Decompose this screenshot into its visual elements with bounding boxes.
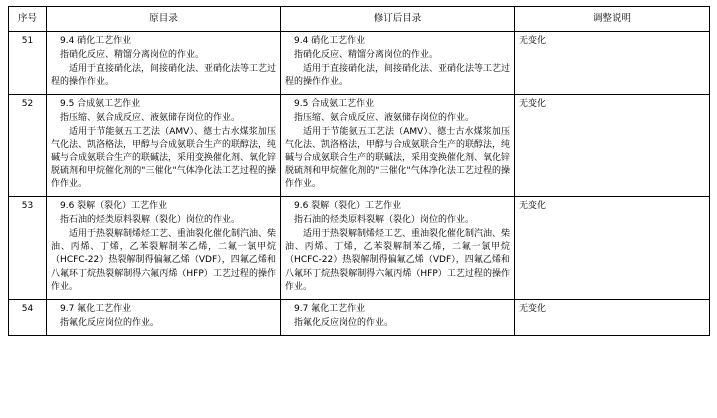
paragraph: 适用于热裂解制烯烃工艺、重油裂化催化制汽油、柴油、丙烯、丁烯，乙苯裂解制苯乙烯，二氟一氯甲烷（HCFC-22）热裂解制得偏氟乙烯（VDF），四氟乙烯和八氟环丁烷热裂解制得六氟丙烯（HFP）工艺过程的操作作业。 (51, 229, 277, 292)
paragraph: 指压缩、氨合成反应、液氨储存岗位的作业。 (60, 113, 241, 123)
old-catalog-cell (47, 197, 281, 299)
paragraph: 指压缩、氨合成反应、液氨储存岗位的作业。 (294, 113, 475, 123)
paragraph: 9.4 硝化工艺作业 (60, 35, 132, 46)
paragraph: 9.6 裂解（裂化）工艺作业 (294, 201, 402, 212)
column-header-note: 调整说明 (515, 7, 710, 32)
paragraph: 指石油的烃类原料裂解（裂化）岗位的作业。 (60, 215, 241, 226)
table-row (9, 31, 710, 94)
paragraph: 9.5 合成氨工艺作业 (294, 98, 375, 109)
paragraph: 指氟化反应岗位的作业。 (60, 317, 160, 328)
column-header-no: 序号 (9, 7, 47, 32)
old-catalog-cell (47, 94, 281, 196)
paragraph: 9.7 氟化工艺作业 (60, 303, 132, 314)
adjustment-note-cell: 无变化 (515, 299, 710, 335)
old-catalog-cell (47, 31, 281, 94)
row-number: 51 (9, 31, 47, 94)
row-number: 54 (9, 299, 47, 335)
table-row (9, 197, 710, 299)
paragraph: 适用于直接硝化法，间接硝化法、亚硝化法等工艺过程的操作作业。 (285, 63, 511, 87)
table-body (9, 31, 710, 335)
table-row (9, 94, 710, 196)
paragraph: 指石油的烃类原料裂解（裂化）岗位的作业。 (294, 215, 475, 226)
paragraph: 9.7 氟化工艺作业 (294, 303, 366, 314)
revision-comparison-table (8, 6, 710, 336)
table-header-row (9, 7, 710, 32)
old-catalog-cell (47, 299, 281, 335)
paragraph: 9.6 裂解（裂化）工艺作业 (60, 201, 168, 212)
paragraph: 9.5 合成氨工艺作业 (60, 98, 141, 109)
paragraph: 指硝化反应、精馏分离岗位的作业。 (294, 49, 439, 60)
new-catalog-cell (281, 31, 515, 94)
column-header-new: 修订后目录 (281, 7, 515, 32)
paragraph: 9.4 硝化工艺作业 (294, 35, 366, 46)
new-catalog-cell (281, 197, 515, 299)
paragraph: 指硝化反应、精馏分离岗位的作业。 (60, 49, 205, 60)
table-row (9, 299, 710, 335)
paragraph: 指氟化反应岗位的作业。 (294, 317, 394, 328)
paragraph: 适用于直接硝化法，间接硝化法、亚硝化法等工艺过程的操作作业。 (51, 63, 277, 87)
paragraph: 适用于节能氨五工艺法（AMV）、德士古水煤浆加压气化法、凯洛格法，甲醇与合成氨联合生产的联醇法，纯碱与合成氨联合生产的联碱法，采用变换催化剂、氧化锌脱硫剂和甲烷催化剂的"三催化"气体净化法工艺过程的操作作业。 (51, 127, 277, 190)
adjustment-note-cell: 无变化 (515, 197, 710, 299)
new-catalog-cell (281, 94, 515, 196)
paragraph: 适用于节能氨五工艺法（AMV）、德士古水煤浆加压气化法、凯洛格法，甲醇与合成氨联合生产的联醇法，纯碱与合成氨联合生产的联碱法，采用变换催化剂、氧化锌脱硫剂和甲烷催化剂的"三催化"气体净化法工艺过程的操作作业。 (285, 127, 511, 190)
row-number: 53 (9, 197, 47, 299)
paragraph: 适用于热裂解制烯烃工艺、重油裂化催化制汽油、柴油、丙烯、丁烯，乙苯裂解制苯乙烯，二氟一氯甲烷（HCFC-22）热裂解制得偏氟乙烯（VDF），四氟乙烯和八氟环丁烷热裂解制得六氟丙烯（HFP）工艺过程的操作作业。 (285, 229, 511, 292)
new-catalog-cell (281, 299, 515, 335)
column-header-old: 原目录 (47, 7, 281, 32)
adjustment-note-cell: 无变化 (515, 31, 710, 94)
row-number: 52 (9, 94, 47, 196)
adjustment-note-cell: 无变化 (515, 94, 710, 196)
